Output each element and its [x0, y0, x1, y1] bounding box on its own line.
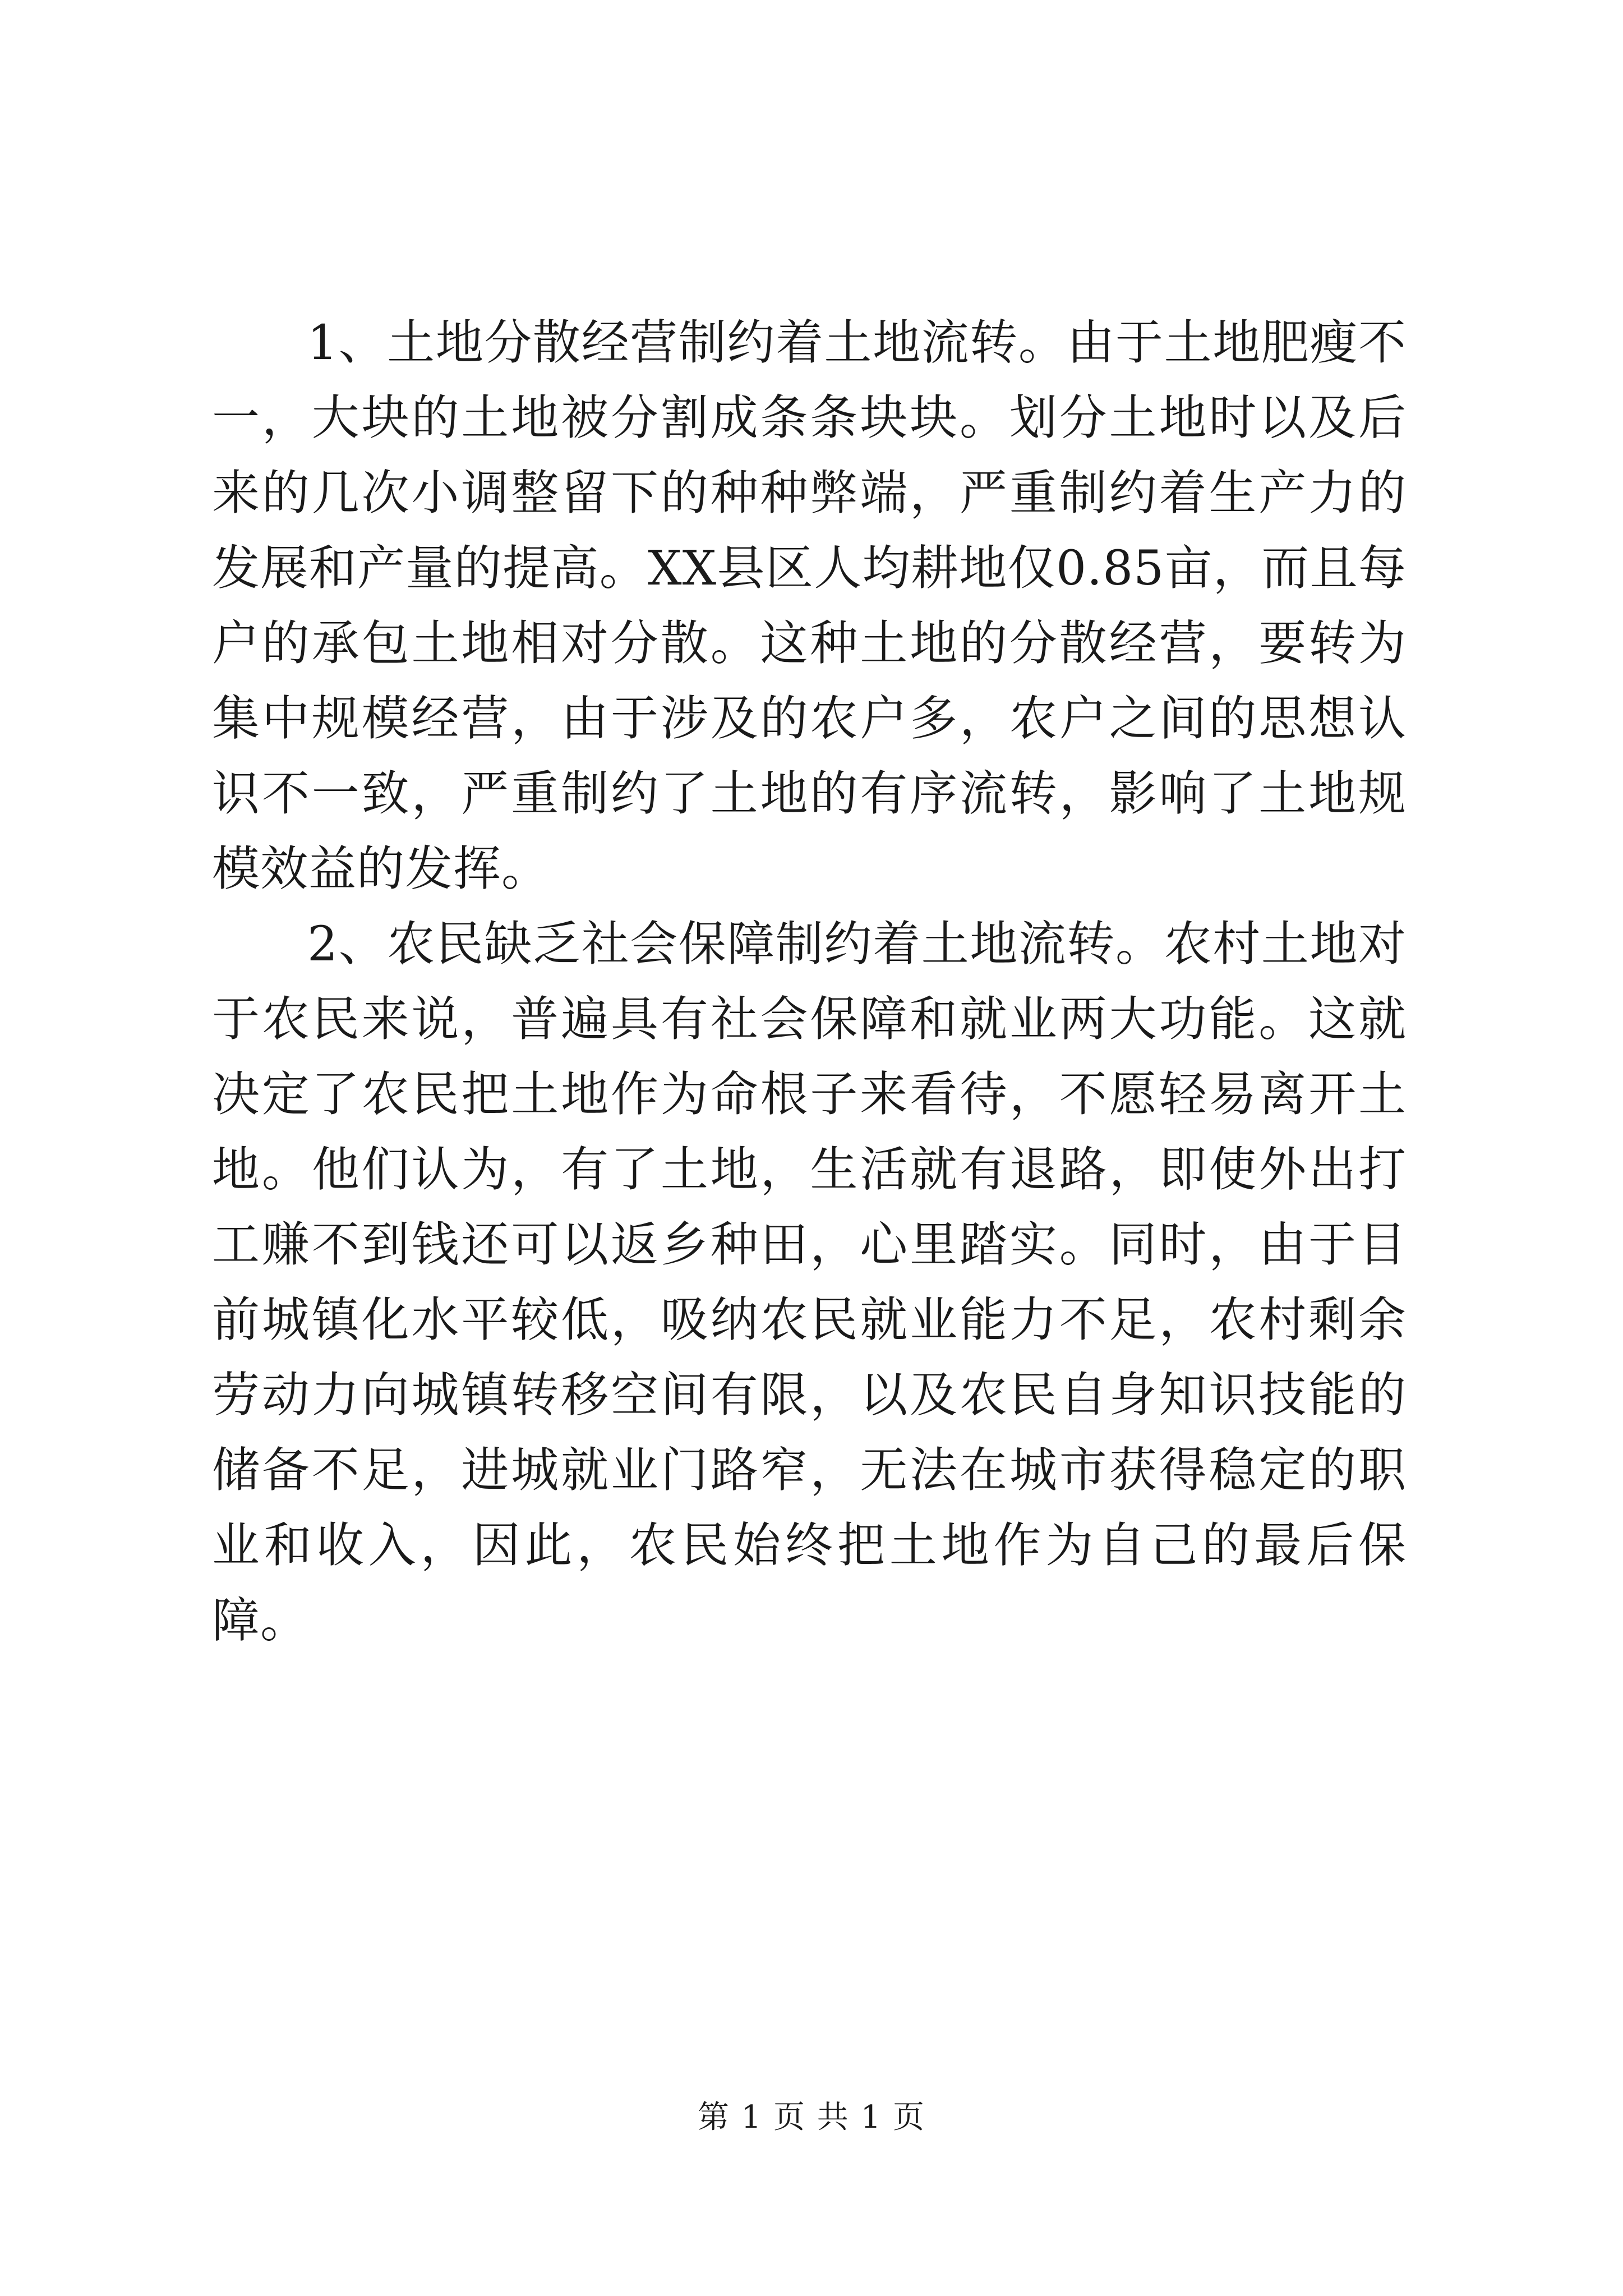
page-number-footer: 第 1 页 共 1 页: [697, 2099, 926, 2136]
paragraph-land-dispersal: 1、土地分散经营制约着土地流转。由于土地肥瘦不一，大块的土地被分割成条条块块。划分土地时以及后来的几次小调整留下的种种弊端，严重制约着生产力的发展和产量的提高。XX县区人均耕地仅0.85亩，而且每户的承包土地相对分散。这种土地的分散经营，要转为集中规模经营，由于涉及的农户多，农户之间的思想认识不一致，严重制约了土地的有序流转，影响了土地规模效益的发挥。: [212, 315, 1407, 897]
paragraph-social-security: 2、农民缺乏社会保障制约着土地流转。农村土地对于农民来说，普遍具有社会保障和就业两大功能。这就决定了农民把土地作为命根子来看待，不愿轻易离开土地。他们认为，有了土地，生活就有退路，即使外出打工赚不到钱还可以返乡种田，心里踏实。同时，由于目前城镇化水平较低，吸纳农民就业能力不足，农村剩余劳动力向城镇转移空间有限，以及农民自身知识技能的储备不足，进城就业门路窄，无法在城市获得稳定的职业和收入，因此，农民始终把土地作为自己的最后保障。: [212, 917, 1407, 1649]
document-body: [212, 306, 1407, 1659]
